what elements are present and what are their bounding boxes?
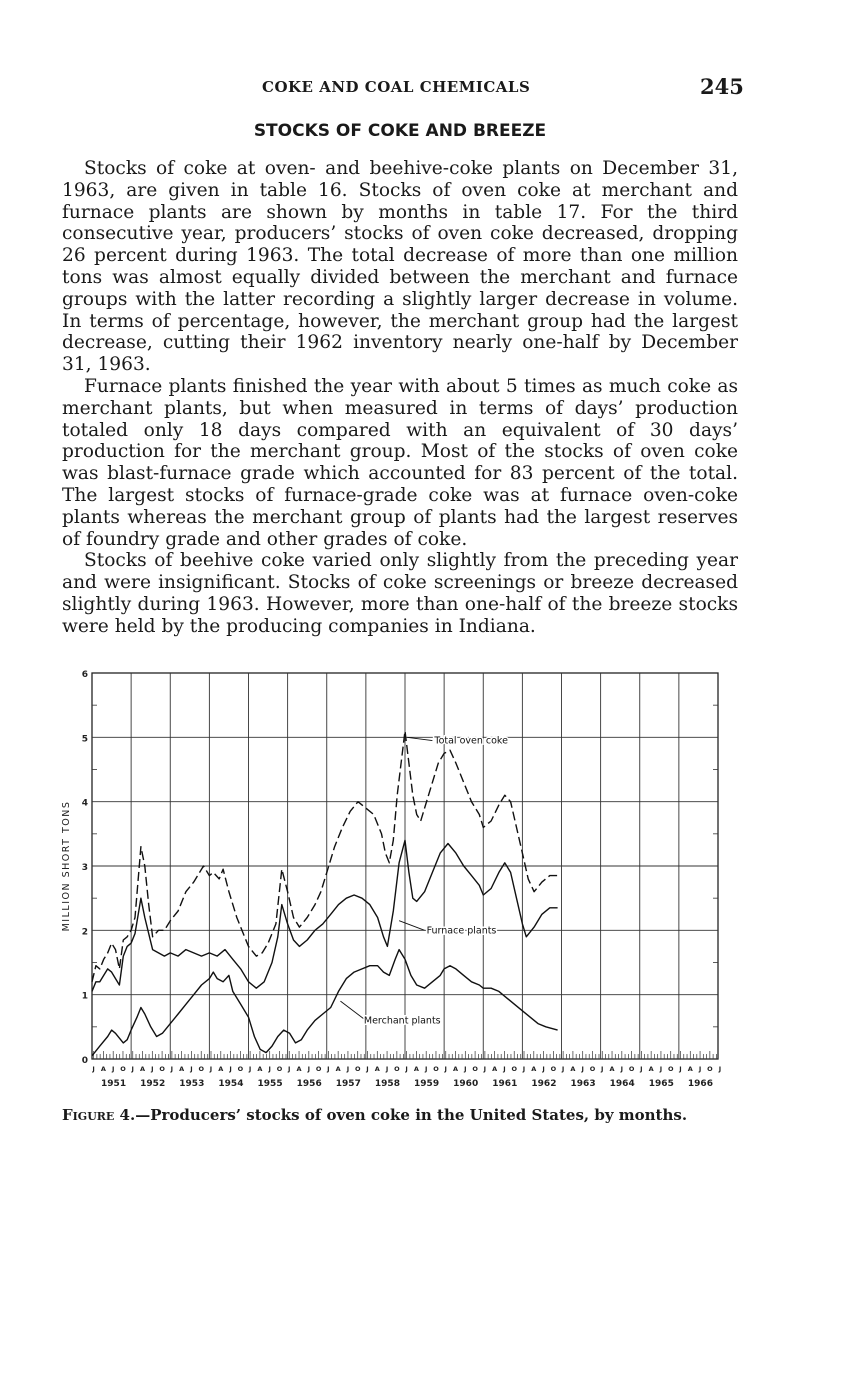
y-tick-label: 6 <box>81 670 88 680</box>
x-month-label: J <box>170 1065 174 1073</box>
x-month-label: A <box>453 1065 459 1073</box>
x-month-label: J <box>307 1065 311 1073</box>
x-year-label: 1952 <box>140 1079 166 1089</box>
x-month-label: A <box>140 1065 146 1073</box>
x-month-label: J <box>346 1065 350 1073</box>
x-month-label: A <box>687 1065 693 1073</box>
x-year-label: 1956 <box>296 1079 322 1089</box>
x-year-label: 1960 <box>453 1079 479 1089</box>
x-year-label: 1964 <box>609 1079 635 1089</box>
x-month-label: J <box>679 1065 682 1073</box>
x-year-label: 1958 <box>374 1079 400 1089</box>
x-month-label: J <box>424 1065 428 1073</box>
x-month-label: J <box>248 1065 252 1073</box>
y-axis-label: MILLION SHORT TONS <box>61 800 72 932</box>
x-month-label: A <box>179 1065 185 1073</box>
x-month-label: J <box>327 1065 330 1073</box>
figure-caption <box>62 1106 762 1124</box>
chart-series <box>92 731 558 1056</box>
x-month-label: J <box>581 1065 584 1073</box>
x-month-label: A <box>257 1065 263 1073</box>
x-month-label: A <box>335 1065 341 1073</box>
x-month-label: J <box>601 1065 604 1073</box>
x-month-label: A <box>296 1065 302 1073</box>
y-tick-label: 2 <box>81 927 88 938</box>
x-month-label: A <box>100 1065 106 1073</box>
chart-svg <box>55 660 745 1100</box>
annotation-label: Total oven coke <box>434 735 508 747</box>
x-month-label: O <box>159 1065 165 1073</box>
x-month-label: J <box>542 1065 545 1073</box>
x-month-label: J <box>288 1065 291 1073</box>
x-month-label: J <box>659 1065 663 1073</box>
x-month-label: J <box>718 1065 722 1073</box>
x-month-label: A <box>218 1065 224 1073</box>
x-month-label: O <box>628 1065 635 1073</box>
x-year-label: 1957 <box>335 1079 361 1089</box>
x-month-label: O <box>667 1065 674 1073</box>
x-month-label: J <box>503 1065 506 1073</box>
chart-labels <box>61 670 721 1089</box>
x-month-label: J <box>190 1065 193 1073</box>
annotation-leader <box>399 921 424 931</box>
x-month-label: J <box>444 1065 447 1073</box>
x-year-label: 1963 <box>570 1079 596 1089</box>
x-month-label: J <box>483 1065 487 1073</box>
section-title: STOCKS OF COKE AND BREEZE <box>253 121 547 141</box>
x-month-label: J <box>229 1065 232 1073</box>
x-month-label: O <box>550 1065 557 1073</box>
x-month-label: A <box>413 1065 419 1073</box>
y-tick-label: 4 <box>81 798 88 809</box>
x-month-label: J <box>366 1065 369 1073</box>
x-month-label: O <box>433 1065 439 1073</box>
x-month-label: J <box>92 1065 95 1073</box>
y-tick-label: 3 <box>81 863 88 873</box>
x-month-label: O <box>198 1065 204 1073</box>
chart-grid <box>92 673 718 1059</box>
figure-label: Figure 4. <box>62 1106 136 1124</box>
x-year-label: 1961 <box>492 1079 518 1089</box>
x-month-label: J <box>561 1065 565 1073</box>
y-tick-label: 5 <box>81 734 88 745</box>
annotation-label: Merchant plants <box>363 1015 441 1027</box>
paragraph-1: Stocks of coke at oven- and beehive-coke plants on December 31, 1963, are given in table 16. Stocks of oven coke at merchant and furnace plants are shown by months in table 17. For the third consecutive year, producers’ stocks of oven coke decreased, dropping 26 percent during 1963. The total decrease of more than one million tons was almost equally divided between the merchant and furnace groups with the latter recording a slightly larger decrease in volume. In terms of percentage, however, the merchant group had the largest decrease, cutting their 1962 inventory nearly one-half by December 31, 1963. <box>62 158 738 376</box>
x-month-label: O <box>237 1065 244 1073</box>
x-month-label: J <box>640 1065 643 1073</box>
x-year-label: 1965 <box>648 1079 674 1089</box>
series-line-merchant-plants <box>92 950 558 1056</box>
x-month-label: J <box>268 1065 271 1073</box>
x-month-label: J <box>111 1065 115 1073</box>
x-year-label: 1951 <box>101 1079 127 1089</box>
x-month-label: J <box>698 1065 702 1073</box>
x-month-label: J <box>209 1065 213 1073</box>
x-year-label: 1953 <box>179 1079 205 1089</box>
x-year-label: 1966 <box>687 1079 713 1089</box>
x-month-label: O <box>472 1065 478 1073</box>
x-month-label: J <box>464 1065 467 1073</box>
x-month-label: O <box>394 1065 400 1073</box>
x-month-label: A <box>570 1065 576 1073</box>
x-month-label: J <box>405 1065 408 1073</box>
x-year-label: 1955 <box>257 1079 283 1089</box>
x-month-label: O <box>354 1065 361 1073</box>
y-tick-label: 1 <box>81 991 88 1002</box>
series-line-total-oven-coke <box>92 731 558 982</box>
x-month-label: O <box>707 1065 713 1073</box>
x-month-label: A <box>492 1065 498 1073</box>
annotation-label: Furnace plants <box>426 925 497 937</box>
x-month-label: O <box>120 1065 126 1073</box>
x-year-label: 1962 <box>531 1079 557 1089</box>
series-line-furnace-plants <box>92 840 558 991</box>
x-month-label: A <box>648 1065 654 1073</box>
x-month-label: O <box>315 1065 322 1073</box>
stocks-line-chart <box>55 660 745 1100</box>
x-month-label: J <box>131 1065 134 1073</box>
x-month-label: A <box>374 1065 380 1073</box>
x-month-label: J <box>620 1065 624 1073</box>
x-year-label: 1954 <box>218 1079 244 1089</box>
running-header <box>0 76 855 102</box>
annotation-leader <box>340 1001 365 1020</box>
y-tick-label: 0 <box>81 1056 88 1066</box>
x-month-label: O <box>589 1065 596 1073</box>
x-month-label: A <box>609 1065 615 1073</box>
running-head-title: COKE AND COAL CHEMICALS <box>262 78 531 96</box>
x-month-label: J <box>151 1065 154 1073</box>
x-month-label: O <box>511 1065 517 1073</box>
body-text <box>62 158 738 638</box>
x-month-label: O <box>276 1065 283 1073</box>
annotation-leader <box>407 737 432 740</box>
paragraph-3: Stocks of beehive coke varied only slightly from the preceding year and were insignificant. Stocks of coke screenings or breeze decreased slightly during 1963. However, more than one-half of the breeze stocks were held by the producing companies in Indiana. <box>62 550 738 637</box>
x-month-label: J <box>385 1065 389 1073</box>
figure-caption-text: —Producers’ stocks of oven coke in the United States, by months. <box>135 1106 688 1124</box>
paragraph-2: Furnace plants finished the year with about 5 times as much coke as merchant plants, but when measured in terms of days’ production totaled only 18 days compared with an equivalent of 30 days’ production for the merchant group. Most of the stocks of oven coke was blast-furnace grade which accounted for 83 percent of the total. The largest stocks of furnace-grade coke was at furnace oven-coke plants whereas the merchant group of plants had the largest reserves of foundry grade and other grades of coke. <box>62 375 738 550</box>
x-month-label: A <box>531 1065 537 1073</box>
x-year-label: 1959 <box>414 1079 440 1089</box>
x-month-label: J <box>522 1065 526 1073</box>
page-number: 245 <box>700 74 744 99</box>
